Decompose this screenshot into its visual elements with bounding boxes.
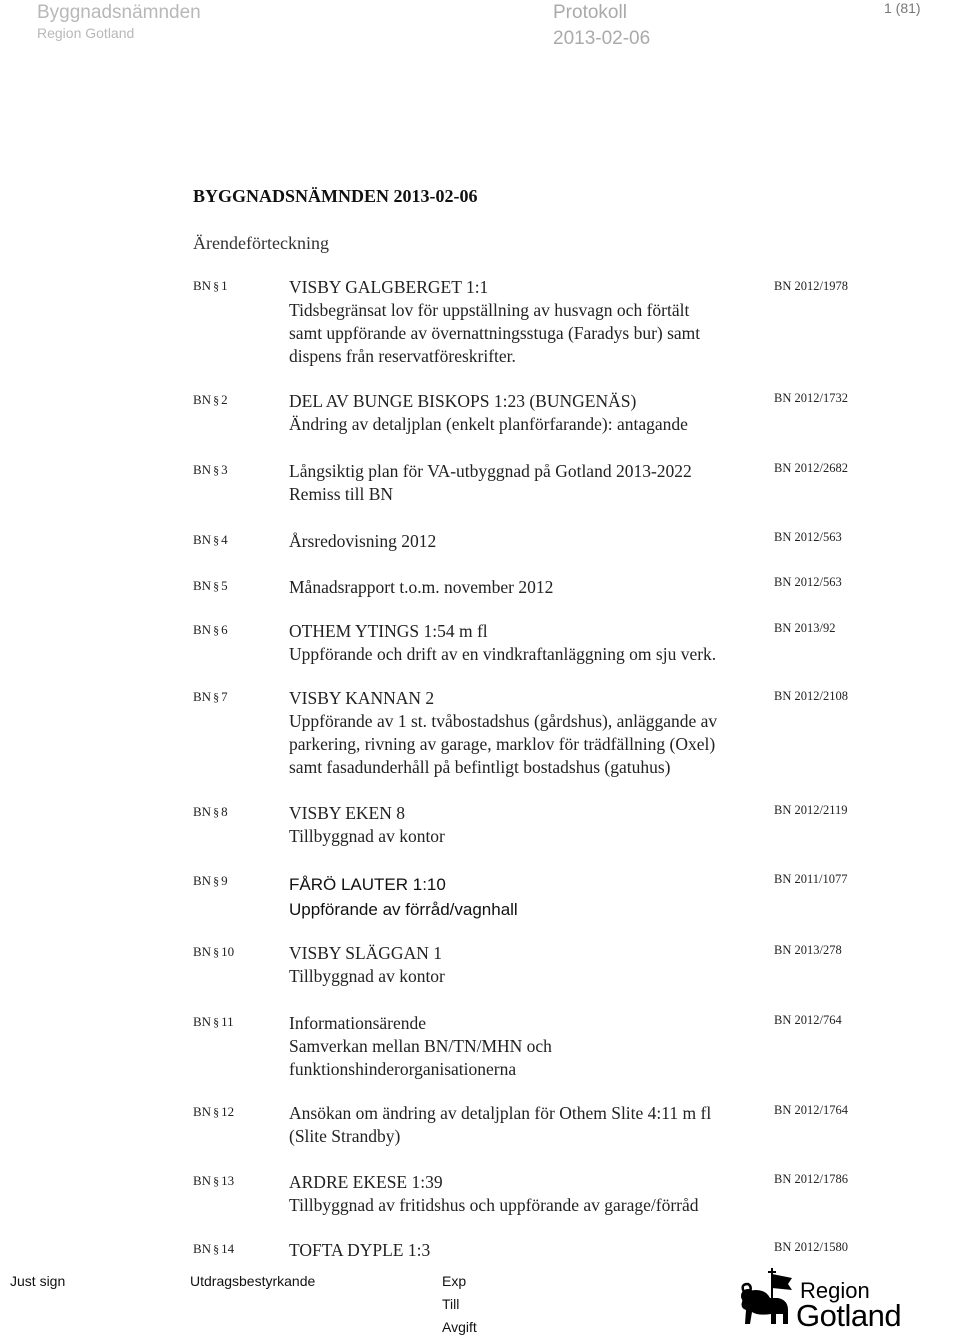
item-ref-number: 1 [221, 278, 228, 293]
item-ref-prefix: BN [193, 944, 212, 959]
item-ref-prefix: BN [193, 1014, 212, 1029]
item-case-number: BN 2012/2682 [774, 461, 848, 475]
item-text [289, 530, 436, 553]
item-case-number: BN 2012/2119 [774, 803, 848, 817]
item-ref-number: 5 [221, 578, 228, 593]
item-text [289, 872, 518, 922]
item-case-number: BN 2012/764 [774, 1013, 842, 1027]
page-number: 1 (81) [884, 0, 921, 16]
item-line: Uppförande av 1 st. tvåbostadshus (gårdshus), anläggande av [289, 711, 718, 731]
item-line: Tillbyggnad av kontor [289, 826, 445, 846]
item-case-number: BN 2012/1786 [774, 1172, 848, 1186]
item-line: OTHEM YTINGS 1:54 m fl [289, 621, 488, 641]
item-line: Ansökan om ändring av detaljplan för Othem Slite 4:11 m fl [289, 1103, 712, 1123]
section-sign-icon: § [213, 805, 220, 819]
item-text [289, 802, 445, 848]
item-ref-prefix: BN [193, 804, 212, 819]
item-line: Tillbyggnad av fritidshus och uppförande av garage/förråd [289, 1195, 699, 1215]
header-date: 2013-02-06 [553, 28, 651, 49]
document-title: BYGGNADSNÄMNDEN 2013-02-06 [193, 186, 478, 206]
item-ref-number: 8 [221, 804, 228, 819]
item-ref [193, 532, 228, 548]
item-case-number: BN 2013/278 [774, 943, 842, 957]
item-case-number: BN 2012/2108 [774, 689, 848, 703]
footer-utdrag: Utdragsbestyrkande [190, 1273, 316, 1289]
section-sign-icon: § [213, 1105, 220, 1119]
item-line: Uppförande och drift av en vindkraftanläggning om sju verk. [289, 644, 717, 664]
item-line: (Slite Strandby) [289, 1126, 401, 1146]
item-line: Tidsbegränsat lov för uppställning av husvagn och förtält [289, 300, 690, 320]
section-sign-icon: § [213, 463, 220, 477]
item-ref-number: 2 [221, 392, 228, 407]
document-subtitle: Ärendeförteckning [193, 233, 329, 253]
item-case-number: BN 2012/1580 [774, 1240, 848, 1254]
item-text [289, 390, 688, 436]
item-line: Informationsärende [289, 1013, 427, 1033]
section-sign-icon: § [213, 945, 220, 959]
item-ref-prefix: BN [193, 689, 212, 704]
item-ref-number: 7 [221, 689, 228, 704]
item-line: VISBY GALGBERGET 1:1 [289, 277, 489, 297]
item-ref-number: 14 [221, 1241, 235, 1256]
header-region: Region Gotland [37, 25, 135, 41]
item-ref-prefix: BN [193, 1173, 212, 1188]
item-ref [193, 392, 228, 408]
item-ref-prefix: BN [193, 392, 212, 407]
item-ref-number: 9 [221, 873, 228, 888]
item-line: ARDRE EKESE 1:39 [289, 1172, 443, 1192]
footer-avgift: Avgift [442, 1319, 477, 1335]
region-gotland-logo-icon [738, 1268, 798, 1330]
footer-just-sign: Just sign [10, 1273, 66, 1289]
item-line: parkering, rivning av garage, marklov för trädfällning (Oxel) [289, 734, 716, 754]
item-line: DEL AV BUNGE BISKOPS 1:23 (BUNGENÄS) [289, 391, 637, 411]
item-ref-number: 4 [221, 532, 228, 547]
item-ref-prefix: BN [193, 1241, 212, 1256]
item-ref [193, 1173, 234, 1189]
item-line: VISBY KANNAN 2 [289, 688, 435, 708]
item-ref [193, 804, 228, 820]
item-ref [193, 622, 228, 638]
item-line: FÅRÖ LAUTER 1:10 [289, 875, 446, 894]
item-ref-number: 12 [221, 1104, 235, 1119]
item-ref [193, 578, 228, 594]
item-text [289, 1012, 552, 1081]
item-case-number: BN 2012/1978 [774, 279, 848, 293]
item-line: Årsredovisning 2012 [289, 531, 437, 551]
item-line: VISBY EKEN 8 [289, 803, 406, 823]
item-line: Uppförande av förråd/vagnhall [289, 900, 518, 919]
item-text [289, 620, 716, 666]
item-case-number: BN 2013/92 [774, 621, 836, 635]
item-ref-prefix: BN [193, 278, 212, 293]
item-ref-prefix: BN [193, 578, 212, 593]
item-ref-prefix: BN [193, 532, 212, 547]
item-text [289, 276, 700, 368]
item-ref-number: 10 [221, 944, 235, 959]
item-line: Ändring av detaljplan (enkelt planförfarande): antagande [289, 414, 688, 434]
item-ref [193, 944, 234, 960]
item-case-number: BN 2012/563 [774, 575, 842, 589]
logo-text-region: Region [800, 1278, 870, 1303]
item-ref [193, 1104, 234, 1120]
item-line: Remiss till BN [289, 484, 394, 504]
item-text [289, 942, 445, 988]
item-ref-number: 13 [221, 1173, 235, 1188]
item-ref-prefix: BN [193, 873, 212, 888]
item-ref-number: 3 [221, 462, 228, 477]
section-sign-icon: § [213, 1015, 220, 1029]
item-ref [193, 1014, 234, 1030]
item-case-number: BN 2012/563 [774, 530, 842, 544]
item-ref [193, 1241, 234, 1257]
section-sign-icon: § [213, 393, 220, 407]
footer-exp: Exp [442, 1273, 467, 1289]
item-line: VISBY SLÄGGAN 1 [289, 943, 442, 963]
item-text [289, 687, 717, 779]
item-text [289, 576, 553, 599]
item-ref [193, 462, 228, 478]
item-case-number: BN 2012/1764 [774, 1103, 848, 1117]
section-sign-icon: § [213, 690, 220, 704]
item-ref-number: 6 [221, 622, 228, 637]
item-line: dispens från reservatföreskrifter. [289, 346, 516, 366]
header-org: Byggnadsnämnden [37, 2, 201, 23]
section-sign-icon: § [213, 623, 220, 637]
item-ref [193, 873, 228, 889]
footer-till: Till [442, 1296, 460, 1312]
item-line: funktionshinderorganisationerna [289, 1059, 517, 1079]
section-sign-icon: § [213, 279, 220, 293]
section-sign-icon: § [213, 874, 220, 888]
item-line: Långsiktig plan för VA-utbyggnad på Gotland 2013-2022 [289, 461, 692, 481]
item-text [289, 1239, 430, 1262]
item-ref-prefix: BN [193, 462, 212, 477]
item-line: samt uppförande av övernattningsstuga (Faradys bur) samt [289, 323, 701, 343]
section-sign-icon: § [213, 579, 220, 593]
item-case-number: BN 2011/1077 [774, 872, 848, 886]
item-line: TOFTA DYPLE 1:3 [289, 1240, 431, 1260]
item-ref-prefix: BN [193, 1104, 212, 1119]
item-line: Tillbyggnad av kontor [289, 966, 445, 986]
item-ref [193, 689, 228, 705]
item-ref [193, 278, 228, 294]
item-line: samt fasadunderhåll på befintligt bostadshus (gatuhus) [289, 757, 671, 777]
item-case-number: BN 2012/1732 [774, 391, 848, 405]
item-text [289, 460, 692, 506]
section-sign-icon: § [213, 1242, 220, 1256]
header-doc-type: Protokoll [553, 2, 627, 23]
item-text [289, 1171, 699, 1217]
item-line: Månadsrapport t.o.m. november 2012 [289, 577, 554, 597]
logo-text-gotland: Gotland [796, 1298, 902, 1333]
section-sign-icon: § [213, 1174, 220, 1188]
item-ref-prefix: BN [193, 622, 212, 637]
section-sign-icon: § [213, 533, 220, 547]
item-line: Samverkan mellan BN/TN/MHN och [289, 1036, 552, 1056]
item-text [289, 1102, 711, 1148]
item-ref-number: 11 [221, 1014, 234, 1029]
